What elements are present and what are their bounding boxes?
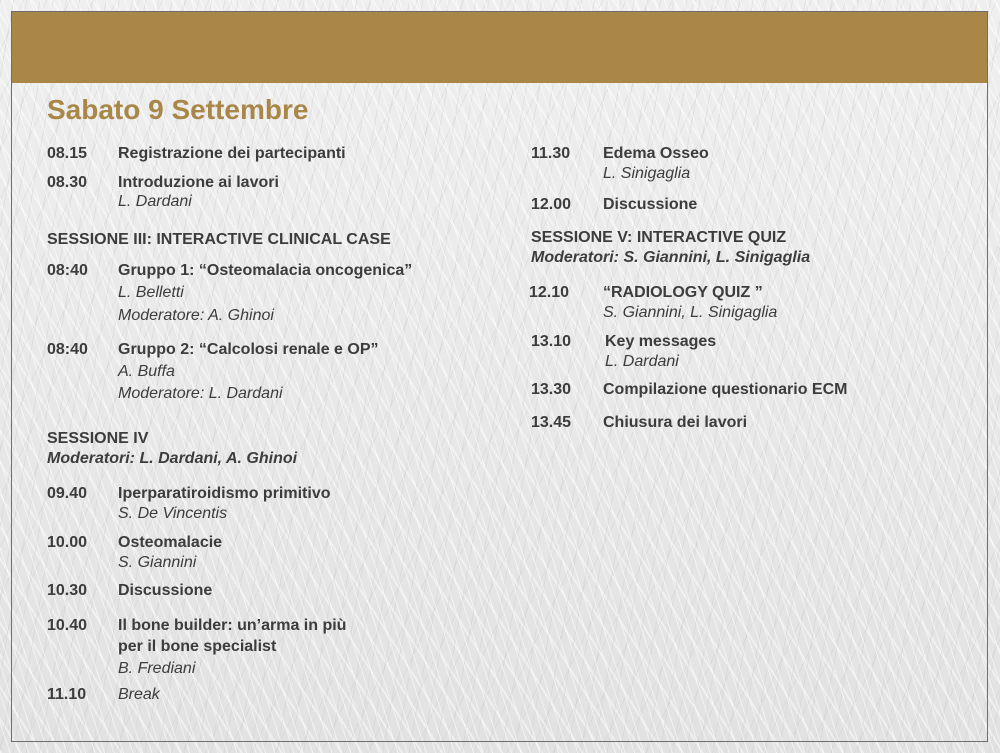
item-title-break: Break [118, 686, 160, 703]
speaker-osteomalacie: S. Giannini [118, 554, 197, 571]
time-1330: 13.30 [531, 381, 572, 398]
time-1210: 12.10 [529, 284, 570, 301]
speaker-introduzione: L. Dardani [118, 193, 192, 210]
speaker-gruppo-2: A. Buffa [118, 363, 175, 380]
time-0815: 08.15 [47, 145, 88, 162]
time-1040: 10.40 [47, 617, 88, 634]
item-title-gruppo-1: Gruppo 1: “Osteomalacia oncogenica” [118, 262, 413, 279]
item-title-bone-builder-line-2: per il bone specialist [118, 638, 277, 655]
item-title-discussione-1200: Discussione [603, 196, 698, 213]
speaker-gruppo-1: L. Belletti [118, 284, 184, 301]
speaker-radiology-quiz: S. Giannini, L. Sinigaglia [603, 304, 778, 321]
session-5-heading: SESSIONE V: INTERACTIVE QUIZ [531, 229, 787, 246]
session-4-moderators: Moderatori: L. Dardani, A. Ghinoi [47, 450, 298, 467]
session-5-moderators: Moderatori: S. Giannini, L. Sinigaglia [531, 249, 811, 266]
time-0940: 09.40 [47, 485, 88, 502]
time-1030: 10.30 [47, 582, 88, 599]
time-1200: 12.00 [531, 196, 572, 213]
session-3-heading: SESSIONE III: INTERACTIVE CLINICAL CASE [47, 231, 391, 248]
item-title-iperparatiroidismo: Iperparatiroidismo primitivo [118, 485, 331, 502]
speaker-key-messages: L. Dardani [605, 353, 679, 370]
speaker-edema-osseo: L. Sinigaglia [603, 165, 691, 182]
item-title-introduzione: Introduzione ai lavori [118, 174, 279, 191]
speaker-iperparatiroidismo: S. De Vincentis [118, 505, 228, 522]
item-title-bone-builder: Il bone builder: un’arma in più [118, 617, 347, 634]
time-1130: 11.30 [531, 145, 571, 162]
session-4-heading: SESSIONE IV [47, 430, 149, 447]
time-0830: 08.30 [47, 174, 88, 191]
moderator-gruppo-1: Moderatore: A. Ghinoi [118, 307, 274, 324]
time-1000: 10.00 [47, 534, 88, 551]
item-title-questionario-ecm: Compilazione questionario ECM [603, 381, 848, 398]
item-title-registrazione: Registrazione dei partecipanti [118, 145, 346, 162]
time-gruppo-1: 08:40 [47, 262, 88, 279]
item-title-radiology-quiz: “RADIOLOGY QUIZ ” [603, 284, 763, 301]
time-1310: 13.10 [531, 333, 572, 350]
time-gruppo-2: 08:40 [47, 341, 88, 358]
item-title-key-messages: Key messages [605, 333, 717, 350]
moderator-gruppo-2: Moderatore: L. Dardani [118, 385, 283, 402]
item-title-edema-osseo: Edema Osseo [603, 145, 709, 162]
item-title-discussione-1030: Discussione [118, 582, 213, 599]
day-title: Sabato 9 Settembre [47, 94, 309, 125]
header-banner [12, 12, 987, 83]
item-title-chiusura: Chiusura dei lavori [603, 414, 748, 431]
time-1345: 13.45 [531, 414, 572, 431]
speaker-bone-builder: B. Frediani [118, 660, 196, 677]
time-1110: 11.10 [47, 686, 87, 703]
item-title-osteomalacie: Osteomalacie [118, 534, 223, 551]
item-title-gruppo-2: Gruppo 2: “Calcolosi renale e OP” [118, 341, 379, 358]
